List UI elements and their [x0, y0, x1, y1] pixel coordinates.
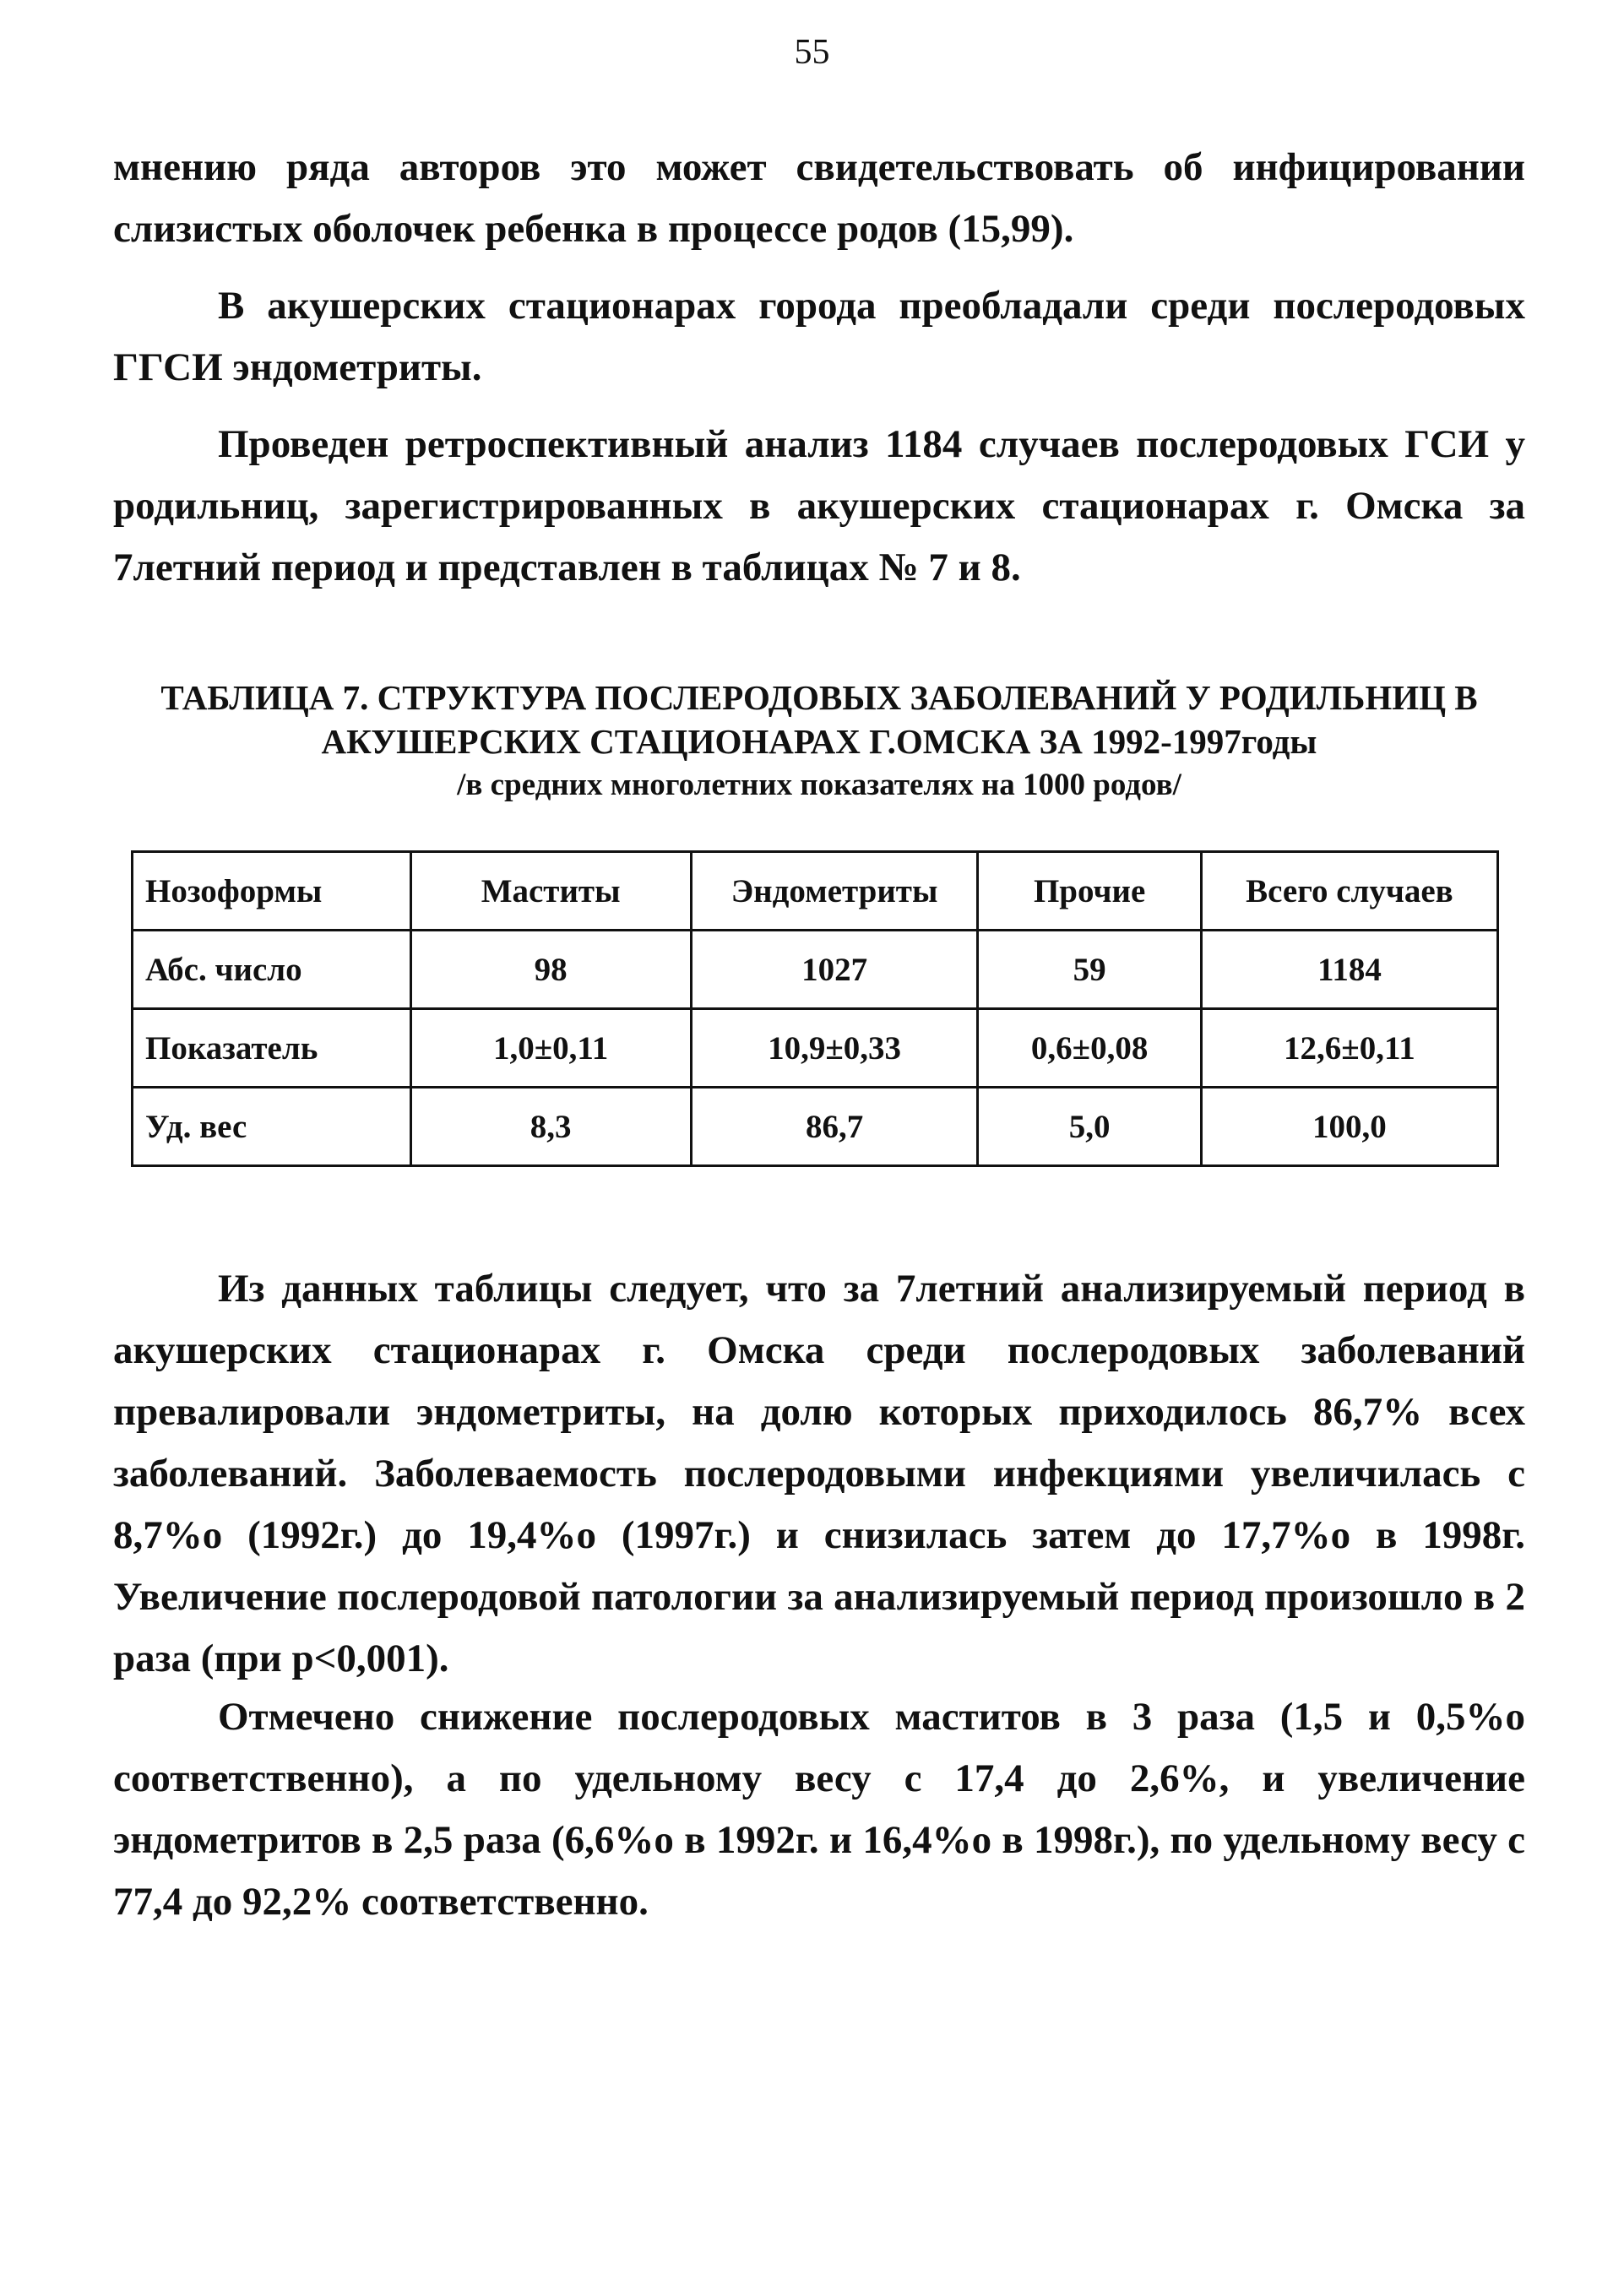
table-cell: 0,6±0,08 — [978, 1009, 1201, 1088]
table-header-cell: Маститы — [410, 852, 691, 931]
table-row — [133, 1088, 1498, 1166]
table-caption-line-1: ТАБЛИЦА 7. СТРУКТУРА ПОСЛЕРОДОВЫХ ЗАБОЛЕВАНИЙ У РОДИЛЬНИЦ В — [160, 678, 1478, 717]
table-row-label: Абс. число — [133, 931, 411, 1009]
table-row — [133, 931, 1498, 1009]
paragraph-2-text: В акушерских стационарах города преобладали среди послеродовых ГГСИ эндометриты. — [113, 284, 1525, 389]
table-cell: 1184 — [1201, 931, 1497, 1009]
paragraph-3-text: Проведен ретроспективный анализ 1184 случаев послеродовых ГСИ у родильниц, зарегистрированных в акушерских стационарах г. Омска за 7летний период и представлен в таблицах № 7 и 8. — [113, 422, 1525, 589]
paragraph-1 — [113, 137, 1525, 260]
table-cell: 1,0±0,11 — [410, 1009, 691, 1088]
table-caption-subtitle: /в средних многолетних показателях на 1000 родов/ — [457, 768, 1181, 802]
table-cell: 98 — [410, 931, 691, 1009]
data-table — [131, 850, 1499, 1167]
table-cell: 1027 — [691, 931, 978, 1009]
paragraph-5 — [113, 1686, 1525, 1933]
table-cell: 5,0 — [978, 1088, 1201, 1166]
paragraph-4 — [113, 1258, 1525, 1690]
table-cell: 86,7 — [691, 1088, 978, 1166]
table-cell: 8,3 — [410, 1088, 691, 1166]
page-number: 55 — [794, 33, 830, 72]
table-cell: 59 — [978, 931, 1201, 1009]
table-header-cell: Нозоформы — [133, 852, 411, 931]
table-header-cell: Всего случаев — [1201, 852, 1497, 931]
table-caption — [113, 676, 1525, 807]
paragraph-4-text: Из данных таблицы следует, что за 7летний анализируемый период в акушерских стационарах г. Омска среди послеродовых заболеваний превалировали эндометриты, на долю которых приходилось 86,7% всех заболеваний. Заболеваемость послеродовыми инфекциями увеличилась с 8,7%о (1992г.) до 19,4%о (1997г.) и снизилась затем до 17,7%о в 1998г. Увеличение послеродовой патологии за анализируемый период произошло в 2 раза (при p<0,001). — [113, 1267, 1525, 1680]
table-row — [133, 1009, 1498, 1088]
table-row-label: Уд. вес — [133, 1088, 411, 1166]
paragraph-3 — [113, 414, 1525, 599]
table-cell: 10,9±0,33 — [691, 1009, 978, 1088]
paragraph-1-text: мнению ряда авторов это может свидетельствовать об инфицировании слизистых оболочек ребенка в процессе родов (15,99). — [113, 145, 1525, 251]
paragraph-5-text: Отмечено снижение послеродовых маститов в 3 раза (1,5 и 0,5%о соответственно), а по удельному весу с 17,4 до 2,6%, и увеличение эндометритов в 2,5 раза (6,6%о в 1992г. и 16,4%о в 1998г.), по удельному весу с 77,4 до 92,2% соответственно. — [113, 1695, 1525, 1924]
paragraph-2 — [113, 275, 1525, 399]
table-row-label: Показатель — [133, 1009, 411, 1088]
table-header-row — [133, 852, 1498, 931]
table-cell: 12,6±0,11 — [1201, 1009, 1497, 1088]
table-caption-line-2: АКУШЕРСКИХ СТАЦИОНАРАХ Г.ОМСКА ЗА 1992-1997годы — [321, 722, 1317, 761]
table-header-cell: Прочие — [978, 852, 1201, 931]
table-header-cell: Эндометриты — [691, 852, 978, 931]
table-cell: 100,0 — [1201, 1088, 1497, 1166]
